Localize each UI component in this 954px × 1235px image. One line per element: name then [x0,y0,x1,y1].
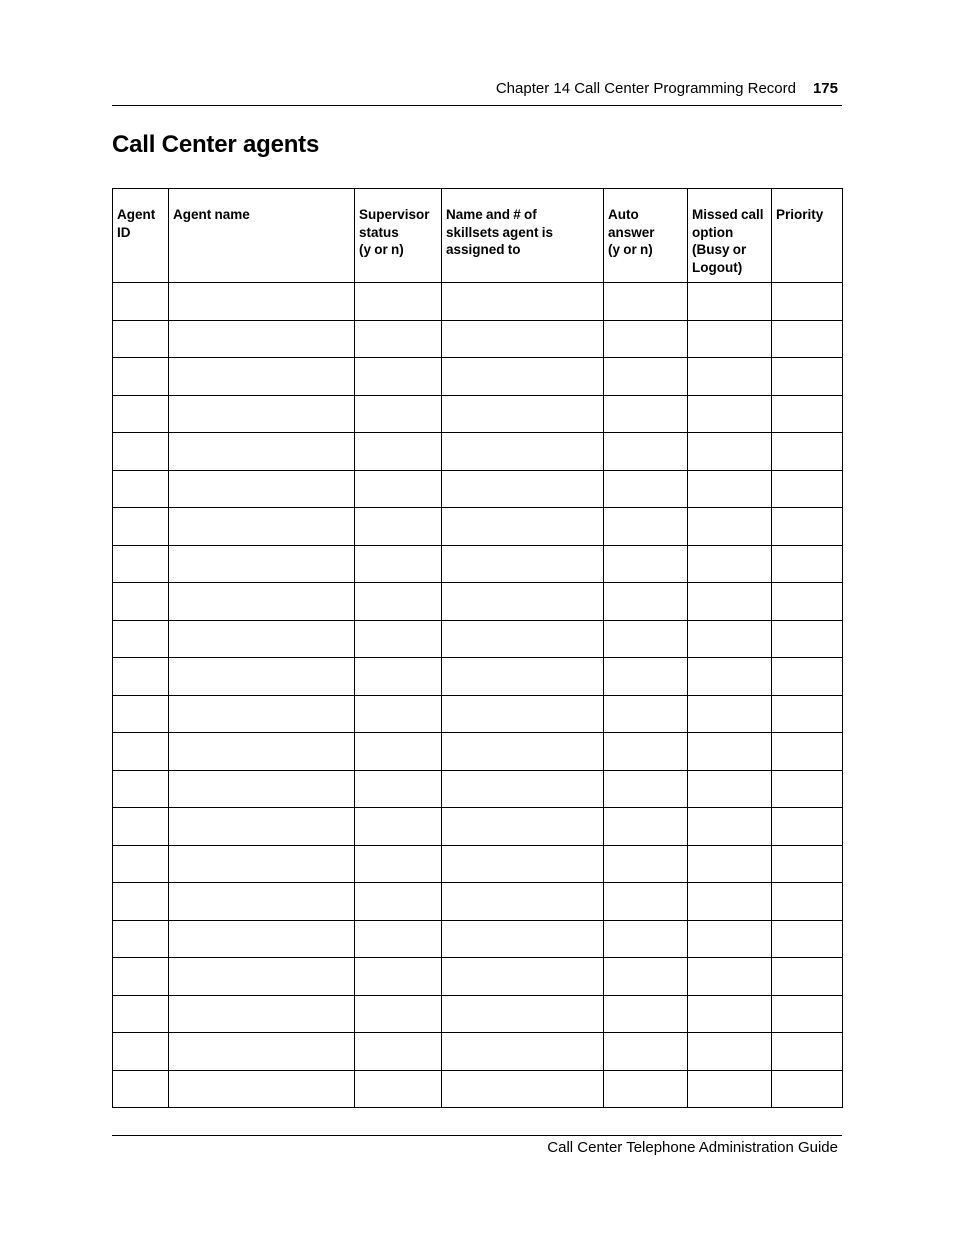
table-cell [688,845,772,883]
table-cell [355,695,442,733]
table-cell [169,995,355,1033]
table-cell [169,695,355,733]
table-cell [772,545,843,583]
table-cell [442,320,604,358]
table-cell [355,995,442,1033]
table-cell [113,358,169,396]
running-footer [112,1135,842,1162]
table-cell [442,508,604,546]
table-cell [688,733,772,771]
table-cell [355,958,442,996]
table-cell [113,920,169,958]
column-header-skillsets: Name and # of skillsets agent is assigned to [442,189,604,283]
chapter-title: Chapter 14 Call Center Programming Record [495,80,796,97]
table-cell [169,320,355,358]
table-cell [772,770,843,808]
table-cell [604,320,688,358]
table-row [113,733,843,771]
table-cell [772,320,843,358]
table-cell [772,845,843,883]
table-cell [688,695,772,733]
table-cell [355,1033,442,1071]
table-cell [113,658,169,696]
table-cell [604,508,688,546]
table-cell [169,770,355,808]
table-row [113,508,843,546]
table-cell [355,583,442,621]
table-cell [604,545,688,583]
table-cell [169,620,355,658]
table-cell [772,1033,843,1071]
table-cell [355,395,442,433]
table-cell [442,958,604,996]
table-cell [772,508,843,546]
table-cell [355,920,442,958]
table-cell [355,433,442,471]
table-cell [113,883,169,921]
table-body [113,283,843,1108]
table-row [113,808,843,846]
table-row [113,320,843,358]
table-row [113,545,843,583]
table-cell [355,283,442,321]
table-cell [355,620,442,658]
table-cell [355,733,442,771]
table-cell [169,658,355,696]
table-cell [772,1070,843,1108]
running-header-text [496,80,838,97]
table-cell [169,508,355,546]
table-row [113,920,843,958]
table-cell [604,658,688,696]
table-cell [772,470,843,508]
table-cell [442,995,604,1033]
table-cell [604,395,688,433]
column-header-auto-answer: Auto answer (y or n) [604,189,688,283]
table-cell [442,620,604,658]
table-cell [113,583,169,621]
table-cell [688,358,772,396]
table-cell [688,283,772,321]
table-cell [604,433,688,471]
table-cell [113,733,169,771]
table-cell [169,283,355,321]
table-row [113,770,843,808]
table-cell [355,545,442,583]
table-cell [169,1033,355,1071]
table-cell [442,658,604,696]
table-cell [113,808,169,846]
table-cell [772,658,843,696]
table-row [113,433,843,471]
table-row [113,845,843,883]
table-cell [169,883,355,921]
table-cell [442,733,604,771]
table-cell [355,883,442,921]
table-cell [772,995,843,1033]
table-cell [355,358,442,396]
table-cell [113,1070,169,1108]
table-cell [688,320,772,358]
table-cell [688,883,772,921]
table-cell [604,883,688,921]
table-cell [688,395,772,433]
table-cell [113,1033,169,1071]
table-cell [169,583,355,621]
table-cell [688,545,772,583]
table-cell [604,470,688,508]
table-cell [688,470,772,508]
table-cell [688,770,772,808]
table-cell [169,545,355,583]
table-cell [442,583,604,621]
table-cell [442,545,604,583]
table-cell [772,433,843,471]
table-cell [604,1070,688,1108]
table-cell [169,808,355,846]
table-header-row [113,189,843,283]
table-cell [772,958,843,996]
agents-table [112,188,843,1108]
table-cell [442,470,604,508]
table-row [113,695,843,733]
table-cell [169,733,355,771]
table-cell [604,620,688,658]
table-cell [355,845,442,883]
table-cell [688,1033,772,1071]
table-row [113,620,843,658]
table-cell [604,733,688,771]
table-cell [604,770,688,808]
table-cell [113,995,169,1033]
table-cell [442,283,604,321]
table-cell [169,845,355,883]
table-row [113,658,843,696]
table-cell [442,1070,604,1108]
table-cell [169,395,355,433]
table-cell [604,695,688,733]
table-cell [604,958,688,996]
table-cell [604,583,688,621]
table-cell [688,658,772,696]
table-cell [169,1070,355,1108]
table-cell [355,658,442,696]
table-cell [772,808,843,846]
table-cell [442,1033,604,1071]
table-cell [113,433,169,471]
table-cell [113,845,169,883]
table-cell [113,470,169,508]
table-cell [113,958,169,996]
column-header-missed-call-option: Missed call option (Busy or Logout) [688,189,772,283]
table-cell [355,508,442,546]
table-cell [169,958,355,996]
table-cell [604,995,688,1033]
table-cell [772,283,843,321]
table-row [113,883,843,921]
table-cell [113,695,169,733]
table-cell [113,620,169,658]
table-cell [772,733,843,771]
table-cell [688,995,772,1033]
table-cell [688,583,772,621]
table-cell [169,920,355,958]
column-header-priority: Priority [772,189,843,283]
table-cell [772,395,843,433]
table-cell [355,1070,442,1108]
table-cell [772,883,843,921]
table-row [113,1033,843,1071]
table-cell [772,358,843,396]
table-cell [688,433,772,471]
table-cell [604,1033,688,1071]
table-cell [604,358,688,396]
table-cell [442,920,604,958]
running-header [112,78,842,106]
table-cell [688,508,772,546]
page-title: Call Center agents [112,131,320,158]
table-row [113,1070,843,1108]
table-cell [688,620,772,658]
table-cell [772,583,843,621]
table-cell [772,920,843,958]
table-cell [442,695,604,733]
table-cell [442,395,604,433]
table-cell [355,770,442,808]
table-cell [442,808,604,846]
table-cell [355,320,442,358]
table-row [113,395,843,433]
table-cell [688,1070,772,1108]
table-cell [688,920,772,958]
table-cell [442,845,604,883]
table-row [113,283,843,321]
table-row [113,958,843,996]
table-cell [169,358,355,396]
table-row [113,470,843,508]
table-cell [113,508,169,546]
table-cell [604,283,688,321]
table-cell [442,358,604,396]
table-cell [604,920,688,958]
table-cell [113,770,169,808]
table-cell [688,808,772,846]
table-cell [169,470,355,508]
table-cell [355,470,442,508]
table-cell [772,620,843,658]
table-cell [604,845,688,883]
column-header-agent-name: Agent name [169,189,355,283]
table-cell [113,545,169,583]
table-row [113,358,843,396]
table-row [113,583,843,621]
table-cell [604,808,688,846]
column-header-agent-id: Agent ID [113,189,169,283]
table-cell [113,395,169,433]
table-cell [113,320,169,358]
table-cell [688,958,772,996]
page-number: 175 [812,80,838,97]
table-cell [442,883,604,921]
table-cell [442,770,604,808]
table-cell [355,808,442,846]
guide-title: Call Center Telephone Administration Guide [547,1139,838,1156]
table-cell [169,433,355,471]
column-header-supervisor-status: Supervisor status (y or n) [355,189,442,283]
table-row [113,995,843,1033]
table-cell [772,695,843,733]
table-cell [442,433,604,471]
table-cell [113,283,169,321]
